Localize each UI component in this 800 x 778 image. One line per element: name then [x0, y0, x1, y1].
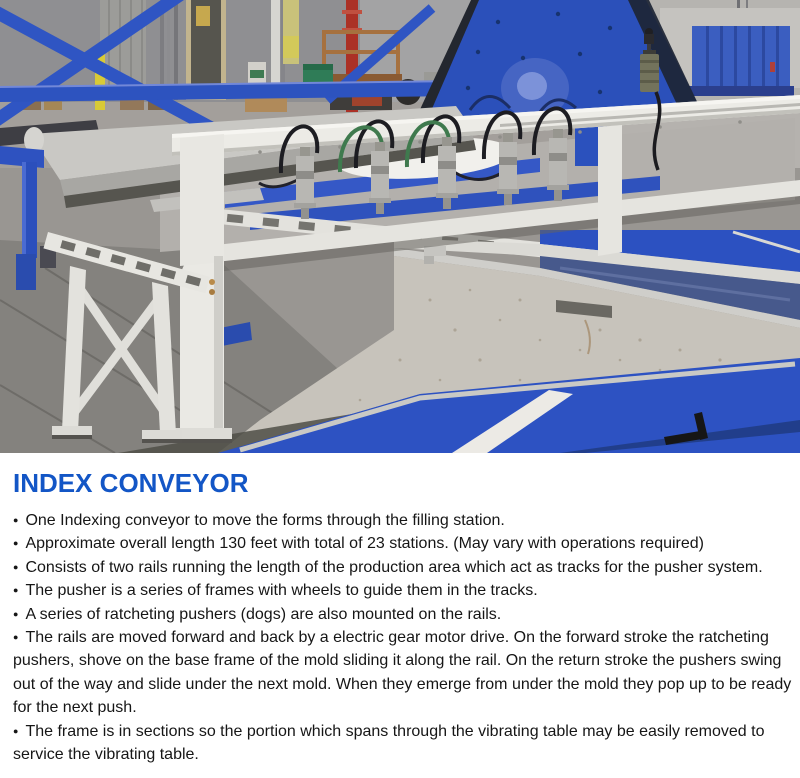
bullet-text: The pusher is a series of frames with wheels to guide them in the tracks.: [25, 582, 538, 600]
bullet-item: [13, 626, 794, 720]
bullet-text: Approximate overall length 130 feet with total of 23 stations. (May vary with operations required): [25, 535, 705, 553]
bullet-marker: ●: [13, 585, 19, 596]
bullet-list: [13, 509, 794, 766]
bullet-marker: ●: [13, 538, 19, 549]
bullet-text: The frame is in sections so the portion which spans through the vibrating table may be easily removed to service the vibrating table.: [13, 722, 765, 764]
bullet-text: The rails are moved forward and back by a electric gear motor drive. On the forward stroke the ratcheting pushers, shove on the base frame of the mold sliding it along the rail. On the return stroke the pushers swing out of the way and slide under the next mold. When they emerge from under the mold they pop up to be ready for the next push.: [13, 629, 792, 717]
bullet-item: [13, 532, 794, 555]
bullet-item: [13, 509, 794, 532]
bullet-item: [13, 579, 794, 602]
bullet-marker: ●: [13, 725, 19, 736]
page-title: INDEX CONVEYOR: [13, 468, 249, 498]
bullet-marker: ●: [13, 608, 19, 619]
description-section: [0, 453, 800, 766]
bullet-item: [13, 603, 794, 626]
bullet-marker: ●: [13, 632, 19, 643]
bullet-marker: ●: [13, 561, 19, 572]
bullet-text: Consists of two rails running the length of the production area which act as tracks for the pusher system.: [25, 558, 763, 576]
bullet-text: One Indexing conveyor to move the forms through the filling station.: [25, 512, 505, 529]
bullet-text: A series of ratcheting pushers (dogs) are also mounted on the rails.: [25, 605, 502, 623]
bullet-item: [13, 720, 794, 767]
bullet-item: [13, 556, 794, 579]
bullet-marker: ●: [13, 515, 19, 525]
